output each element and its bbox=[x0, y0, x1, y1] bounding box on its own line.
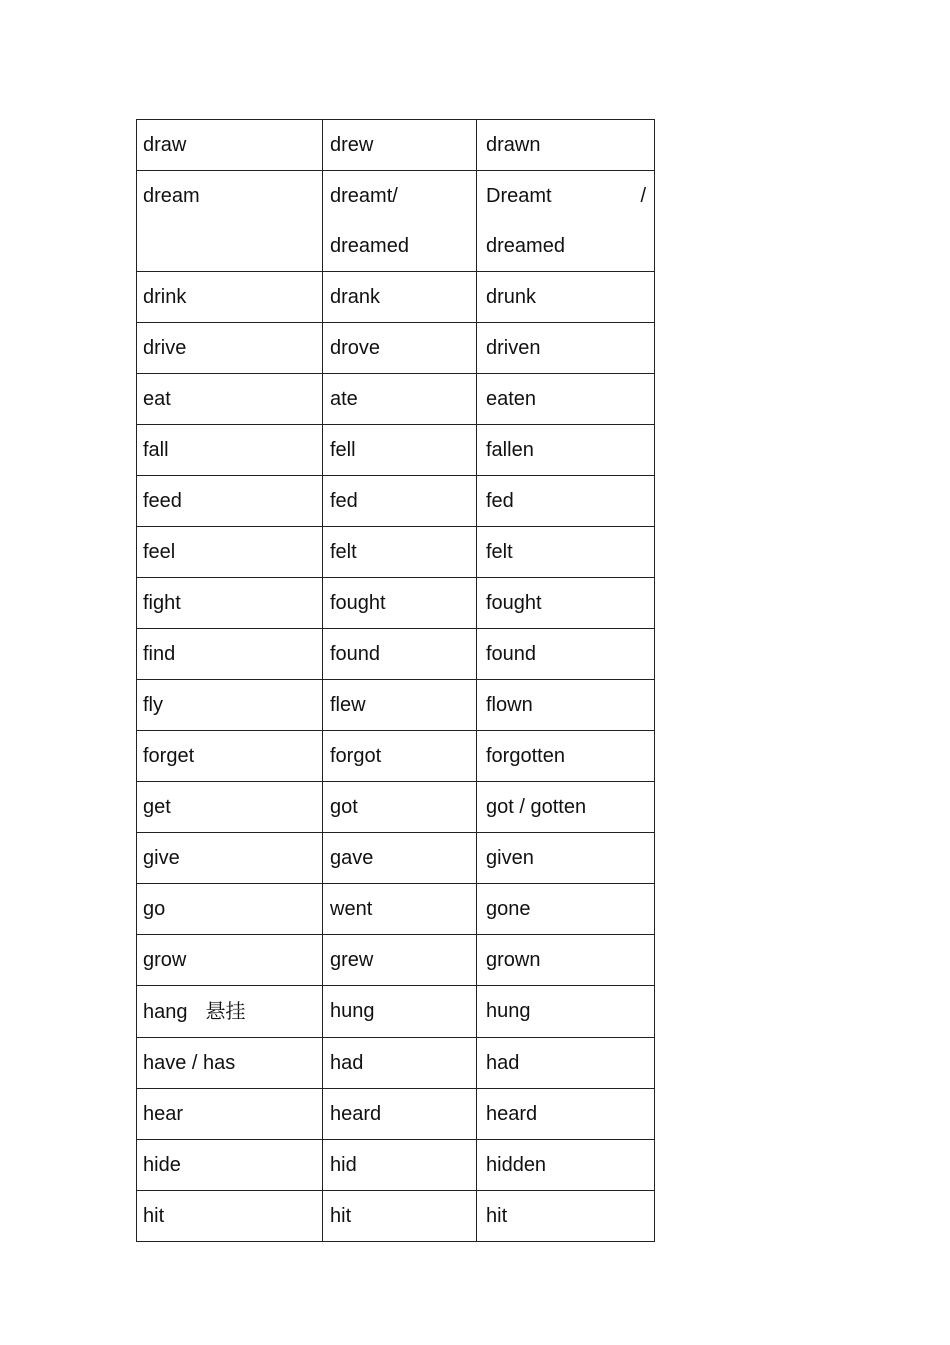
past-participle-cell: felt bbox=[477, 527, 655, 578]
past-tense-cell: forgot bbox=[323, 731, 477, 782]
past-participle-cell: drawn bbox=[477, 120, 655, 171]
past-tense-cell: ate bbox=[323, 374, 477, 425]
base-form-cell: drive bbox=[137, 323, 323, 374]
past-participle-cell: given bbox=[477, 833, 655, 884]
past-tense-cell: got bbox=[323, 782, 477, 833]
base-form-cell: hit bbox=[137, 1191, 323, 1242]
past-tense-cell: heard bbox=[323, 1089, 477, 1140]
past-tense-cell: fed bbox=[323, 476, 477, 527]
table-row bbox=[137, 374, 655, 425]
past-participle-cell: fallen bbox=[477, 425, 655, 476]
past-tense-cell: went bbox=[323, 884, 477, 935]
table-row bbox=[137, 578, 655, 629]
past-tense-cell: hid bbox=[323, 1140, 477, 1191]
irregular-verbs-table bbox=[136, 119, 655, 1242]
base-form-cell: feed bbox=[137, 476, 323, 527]
past-participle-cell: forgotten bbox=[477, 731, 655, 782]
table-row bbox=[137, 986, 655, 1038]
base-form-cell: forget bbox=[137, 731, 323, 782]
past-participle-cell: fed bbox=[477, 476, 655, 527]
table-row bbox=[137, 731, 655, 782]
base-form-text: dream bbox=[143, 185, 200, 207]
base-form-cell: feel bbox=[137, 527, 323, 578]
past-tense-cell: grew bbox=[323, 935, 477, 986]
past-tense-cell: drove bbox=[323, 323, 477, 374]
chinese-note: 悬挂 bbox=[205, 999, 246, 1023]
past-participle-cell: fought bbox=[477, 578, 655, 629]
table-row bbox=[137, 1089, 655, 1140]
table-row bbox=[137, 833, 655, 884]
past-participle-cell: hit bbox=[477, 1191, 655, 1242]
table-row bbox=[137, 884, 655, 935]
base-form-cell: drink bbox=[137, 272, 323, 323]
past-tense-cell: felt bbox=[323, 527, 477, 578]
past-tense-cell: hung bbox=[323, 986, 477, 1038]
past-participle-cell: got / gotten bbox=[477, 782, 655, 833]
past-participle-cell: heard bbox=[477, 1089, 655, 1140]
past-tense-cell: drank bbox=[323, 272, 477, 323]
past-tense-cell: found bbox=[323, 629, 477, 680]
past-participle-cell: driven bbox=[477, 323, 655, 374]
base-form-cell bbox=[137, 171, 323, 272]
base-form-cell: fight bbox=[137, 578, 323, 629]
past-tense-cell: drew bbox=[323, 120, 477, 171]
past-participle-cell: found bbox=[477, 629, 655, 680]
base-form-cell: get bbox=[137, 782, 323, 833]
base-form-cell: hear bbox=[137, 1089, 323, 1140]
past-participle-cell: gone bbox=[477, 884, 655, 935]
base-form-cell: have / has bbox=[137, 1038, 323, 1089]
table-row bbox=[137, 171, 655, 272]
base-form-cell: find bbox=[137, 629, 323, 680]
past-participle-line bbox=[486, 171, 646, 221]
table-row bbox=[137, 629, 655, 680]
past-participle-cell: hung bbox=[477, 986, 655, 1038]
past-participle-cell: had bbox=[477, 1038, 655, 1089]
base-form-cell: give bbox=[137, 833, 323, 884]
slash-separator: / bbox=[640, 185, 646, 207]
table-row bbox=[137, 272, 655, 323]
base-form-cell: draw bbox=[137, 120, 323, 171]
past-participle-cell: hidden bbox=[477, 1140, 655, 1191]
past-tense-cell: hit bbox=[323, 1191, 477, 1242]
past-participle-cell bbox=[477, 171, 655, 272]
table-row bbox=[137, 425, 655, 476]
base-form-cell: fall bbox=[137, 425, 323, 476]
past-tense-cell: had bbox=[323, 1038, 477, 1089]
table-row bbox=[137, 323, 655, 374]
base-form-cell: fly bbox=[137, 680, 323, 731]
table-row bbox=[137, 782, 655, 833]
past-tense-line: dreamt/ bbox=[330, 185, 398, 207]
base-form-cell: go bbox=[137, 884, 323, 935]
table-row bbox=[137, 527, 655, 578]
past-participle-line: dreamed bbox=[486, 235, 565, 257]
table-row bbox=[137, 476, 655, 527]
base-form-text: hang bbox=[143, 1001, 188, 1023]
past-participle-cell: drunk bbox=[477, 272, 655, 323]
base-form-cell: eat bbox=[137, 374, 323, 425]
past-tense-cell: fell bbox=[323, 425, 477, 476]
past-tense-cell: flew bbox=[323, 680, 477, 731]
base-form-cell bbox=[137, 986, 323, 1038]
past-participle-cell: grown bbox=[477, 935, 655, 986]
past-participle-word: Dreamt bbox=[486, 185, 552, 207]
table-row bbox=[137, 1140, 655, 1191]
table-row bbox=[137, 935, 655, 986]
table-row bbox=[137, 1191, 655, 1242]
table-row bbox=[137, 680, 655, 731]
base-form-cell: grow bbox=[137, 935, 323, 986]
table-row bbox=[137, 1038, 655, 1089]
base-form-cell: hide bbox=[137, 1140, 323, 1191]
past-tense-cell bbox=[323, 171, 477, 272]
past-tense-cell: fought bbox=[323, 578, 477, 629]
past-participle-cell: eaten bbox=[477, 374, 655, 425]
past-tense-line: dreamed bbox=[330, 235, 409, 257]
past-tense-cell: gave bbox=[323, 833, 477, 884]
table-row bbox=[137, 120, 655, 171]
past-participle-cell: flown bbox=[477, 680, 655, 731]
